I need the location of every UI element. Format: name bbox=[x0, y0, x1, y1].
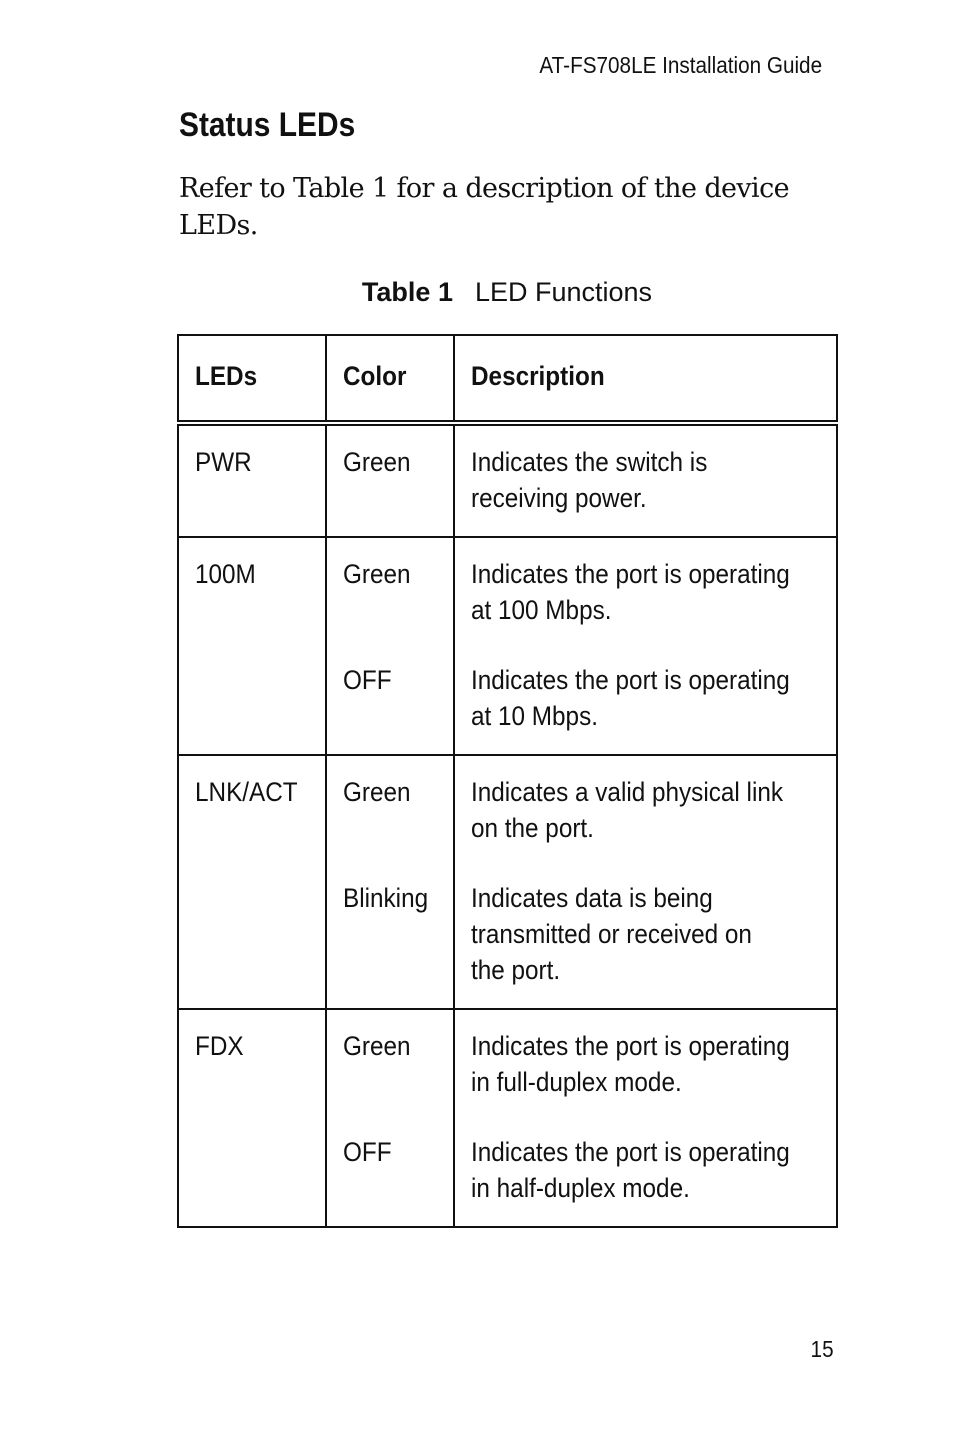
description-line: the port. bbox=[471, 955, 561, 985]
description-entry bbox=[471, 662, 836, 734]
color-entry bbox=[343, 880, 453, 916]
led-color: Green bbox=[343, 559, 411, 589]
led-color: Green bbox=[343, 447, 411, 477]
table-row bbox=[178, 1009, 837, 1227]
description-entry bbox=[471, 1028, 836, 1134]
description-entry bbox=[471, 556, 836, 662]
color-entry bbox=[343, 444, 453, 480]
description-line: transmitted or received on bbox=[471, 919, 752, 949]
description-line: on the port. bbox=[471, 813, 594, 843]
led-description bbox=[471, 880, 752, 988]
led-color: Green bbox=[343, 1031, 411, 1061]
table-header-row bbox=[178, 335, 837, 423]
color-entry bbox=[343, 556, 453, 662]
led-name: LNK/ACT bbox=[195, 777, 298, 807]
description-line: Indicates the port is operating bbox=[471, 1031, 790, 1061]
description-line: Indicates the port is operating bbox=[471, 559, 790, 589]
color-entry bbox=[343, 774, 453, 880]
description-entry bbox=[471, 444, 836, 516]
description-line: in full-duplex mode. bbox=[471, 1067, 682, 1097]
led-color: OFF bbox=[343, 1137, 392, 1167]
description-entry bbox=[471, 774, 836, 880]
description-entry bbox=[471, 1134, 836, 1206]
led-description-cell bbox=[454, 537, 837, 755]
table-body bbox=[178, 423, 837, 1227]
running-header: AT-FS708LE Installation Guide bbox=[539, 52, 822, 78]
description-line: Indicates the switch is bbox=[471, 447, 708, 477]
led-color-cell bbox=[326, 755, 454, 1009]
led-color-cell bbox=[326, 423, 454, 537]
table-row bbox=[178, 423, 837, 537]
led-functions-table bbox=[177, 334, 838, 1228]
led-name: PWR bbox=[195, 447, 252, 477]
table-caption-label: Table 1 bbox=[361, 277, 453, 307]
description-line: at 10 Mbps. bbox=[471, 701, 598, 731]
led-description bbox=[471, 1028, 790, 1100]
header-cell-description bbox=[454, 335, 837, 423]
table-row bbox=[178, 755, 837, 1009]
led-name-cell bbox=[178, 755, 326, 1009]
led-description bbox=[471, 774, 783, 846]
led-description bbox=[471, 1134, 790, 1206]
header-label-leds: LEDs bbox=[195, 361, 258, 391]
description-line: receiving power. bbox=[471, 483, 647, 513]
led-color-cell bbox=[326, 1009, 454, 1227]
led-color-cell bbox=[326, 537, 454, 755]
page-number: 15 bbox=[810, 1336, 834, 1362]
intro-paragraph: Refer to Table 1 for a description of the device LEDs. bbox=[179, 173, 789, 241]
description-line: in half-duplex mode. bbox=[471, 1173, 690, 1203]
description-line: Indicates a valid physical link bbox=[471, 777, 784, 807]
color-entry bbox=[343, 1134, 453, 1170]
section-title: Status LEDs bbox=[179, 106, 356, 144]
led-description-cell bbox=[454, 755, 837, 1009]
description-line: Indicates data is being bbox=[471, 883, 713, 913]
led-color: OFF bbox=[343, 665, 392, 695]
description-line: Indicates the port is operating bbox=[471, 1137, 790, 1167]
led-description bbox=[471, 662, 790, 734]
description-entry bbox=[471, 880, 836, 988]
led-color: Green bbox=[343, 777, 411, 807]
table-row bbox=[178, 537, 837, 755]
led-description bbox=[471, 444, 707, 516]
led-name: FDX bbox=[195, 1031, 244, 1061]
header-cell-leds bbox=[178, 335, 326, 423]
header-label-color: Color bbox=[343, 361, 407, 391]
led-name-cell bbox=[178, 537, 326, 755]
led-description bbox=[471, 556, 790, 628]
description-line: at 100 Mbps. bbox=[471, 595, 612, 625]
color-entry bbox=[343, 662, 453, 698]
led-name-cell bbox=[178, 1009, 326, 1227]
led-name: 100M bbox=[195, 559, 256, 589]
table-caption bbox=[0, 277, 954, 308]
led-name-cell bbox=[178, 423, 326, 537]
led-description-cell bbox=[454, 423, 837, 537]
table-caption-text: LED Functions bbox=[474, 277, 653, 307]
description-line: Indicates the port is operating bbox=[471, 665, 790, 695]
header-cell-color bbox=[326, 335, 454, 423]
led-description-cell bbox=[454, 1009, 837, 1227]
led-color: Blinking bbox=[343, 883, 429, 913]
header-label-description: Description bbox=[471, 361, 605, 391]
color-entry bbox=[343, 1028, 453, 1134]
